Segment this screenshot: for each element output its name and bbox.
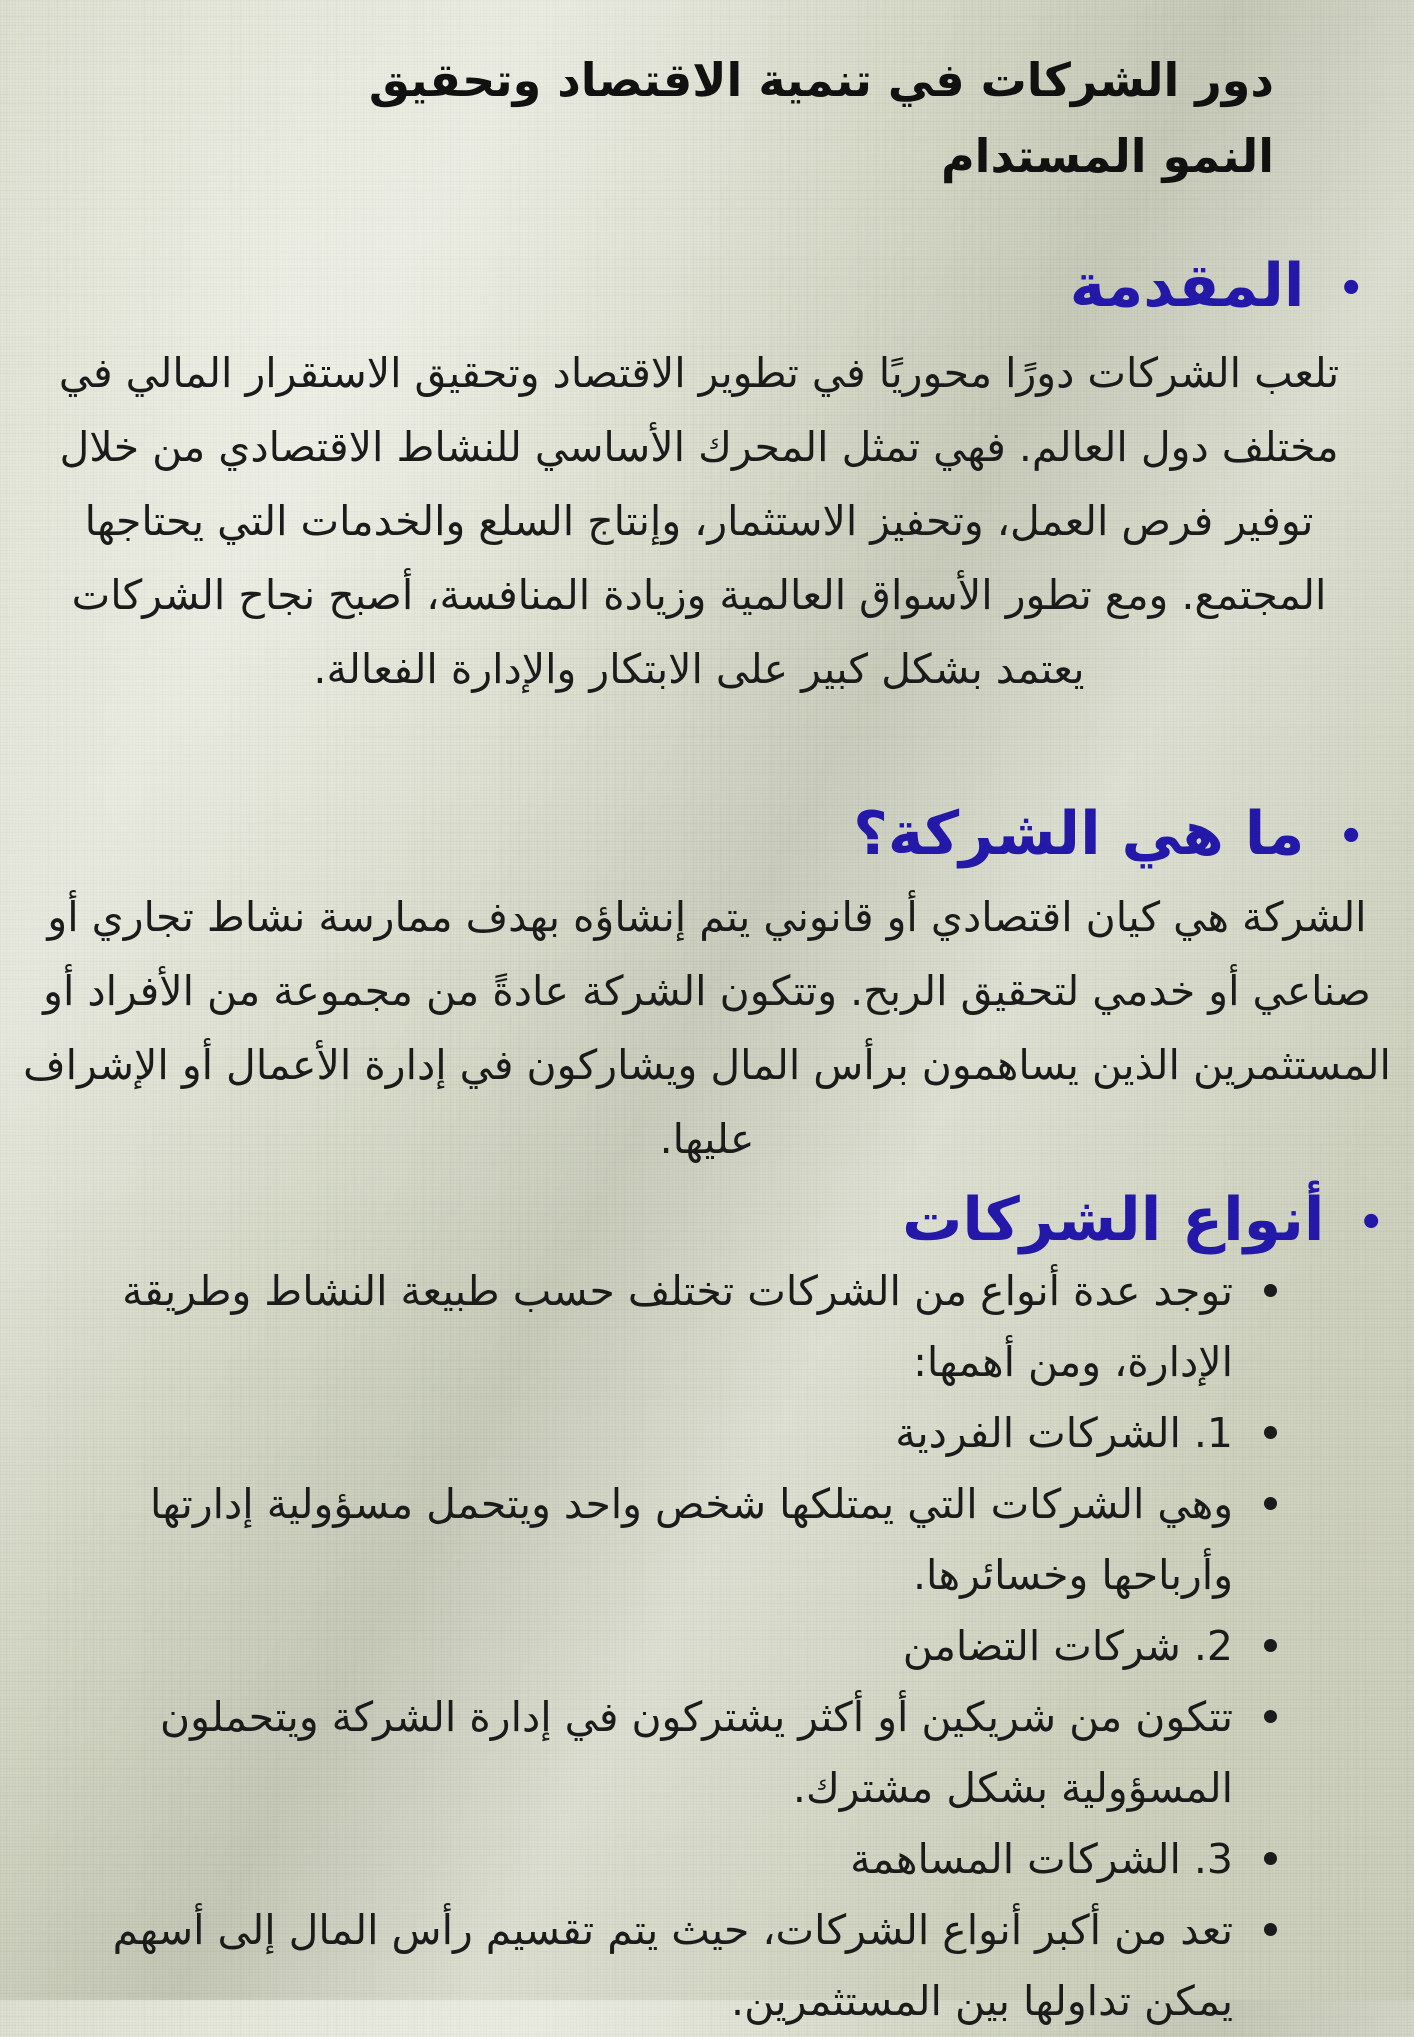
bullet-icon bbox=[1264, 1852, 1277, 1865]
list-item: تعد من أكبر أنواع الشركات، حيث يتم تقسيم رأس المال إلى أسهم يمكن تداولها بين المستثمرين. bbox=[59, 1895, 1299, 2037]
document-title: دور الشركات في تنمية الاقتصاد وتحقيق النمو المستدام bbox=[368, 53, 1274, 183]
list-item: 2. شركات التضامن bbox=[59, 1611, 1299, 1682]
bullet-icon: • bbox=[1358, 1200, 1384, 1247]
list-item: تتكون من شريكين أو أكثر يشتركون في إدارة الشركة ويتحملون المسؤولية بشكل مشترك. bbox=[59, 1682, 1299, 1824]
bullet-icon: • bbox=[1338, 266, 1364, 313]
introduction-paragraph: تلعب الشركات دورًا محوريًا في تطوير الاقتصاد وتحقيق الاستقرار المالي في مختلف دول العالم. فهي تمثل المحرك الأساسي للنشاط الاقتصادي من خلال توفير فرص العمل، وتحفيز الاستثمار، وإنتاج السلع والخدمات التي يحتاجها المجتمع. ومع تطور الأسواق العالمية وزيادة المنافسة، أصبح نجاح الشركات يعتمد بشكل كبير على الابتكار والإدارة الفعالة. bbox=[58, 349, 1340, 693]
bullet-icon bbox=[1264, 1639, 1277, 1652]
section-heading-text: أنواع الشركات bbox=[902, 1185, 1325, 1255]
bullet-icon bbox=[1264, 1497, 1277, 1510]
bullet-icon bbox=[1264, 1710, 1277, 1723]
section-heading-what-is-company bbox=[853, 794, 1364, 877]
list-item: توجد عدة أنواع من الشركات تختلف حسب طبيعة النشاط وطريقة الإدارة، ومن أهمها: bbox=[59, 1256, 1299, 1398]
bullet-icon bbox=[1264, 1426, 1277, 1439]
company-types-list bbox=[59, 1256, 1299, 2037]
section-heading-text: المقدمة bbox=[1069, 251, 1305, 321]
list-item: 1. الشركات الفردية bbox=[59, 1398, 1299, 1469]
section-heading-company-types bbox=[902, 1180, 1384, 1263]
bullet-icon bbox=[1264, 1923, 1277, 1936]
section-heading-text: ما هي الشركة؟ bbox=[853, 799, 1305, 869]
list-item: 3. الشركات المساهمة bbox=[59, 1824, 1299, 1895]
bullet-icon: • bbox=[1338, 814, 1364, 861]
bullet-icon bbox=[1264, 1284, 1277, 1297]
section-heading-introduction bbox=[1070, 246, 1364, 329]
what-is-company-paragraph: الشركة هي كيان اقتصادي أو قانوني يتم إنشاؤه بهدف ممارسة نشاط تجاري أو صناعي أو خدمي لتحقيق الربح. وتتكون الشركة عادةً من مجموعة من الأفراد أو المستثمرين الذين يساهمون برأس المال ويشاركون في إدارة الأعمال أو الإشراف عليها. bbox=[23, 893, 1391, 1163]
list-item: وهي الشركات التي يمتلكها شخص واحد ويتحمل مسؤولية إدارتها وأرباحها وخسائرها. bbox=[59, 1469, 1299, 1611]
